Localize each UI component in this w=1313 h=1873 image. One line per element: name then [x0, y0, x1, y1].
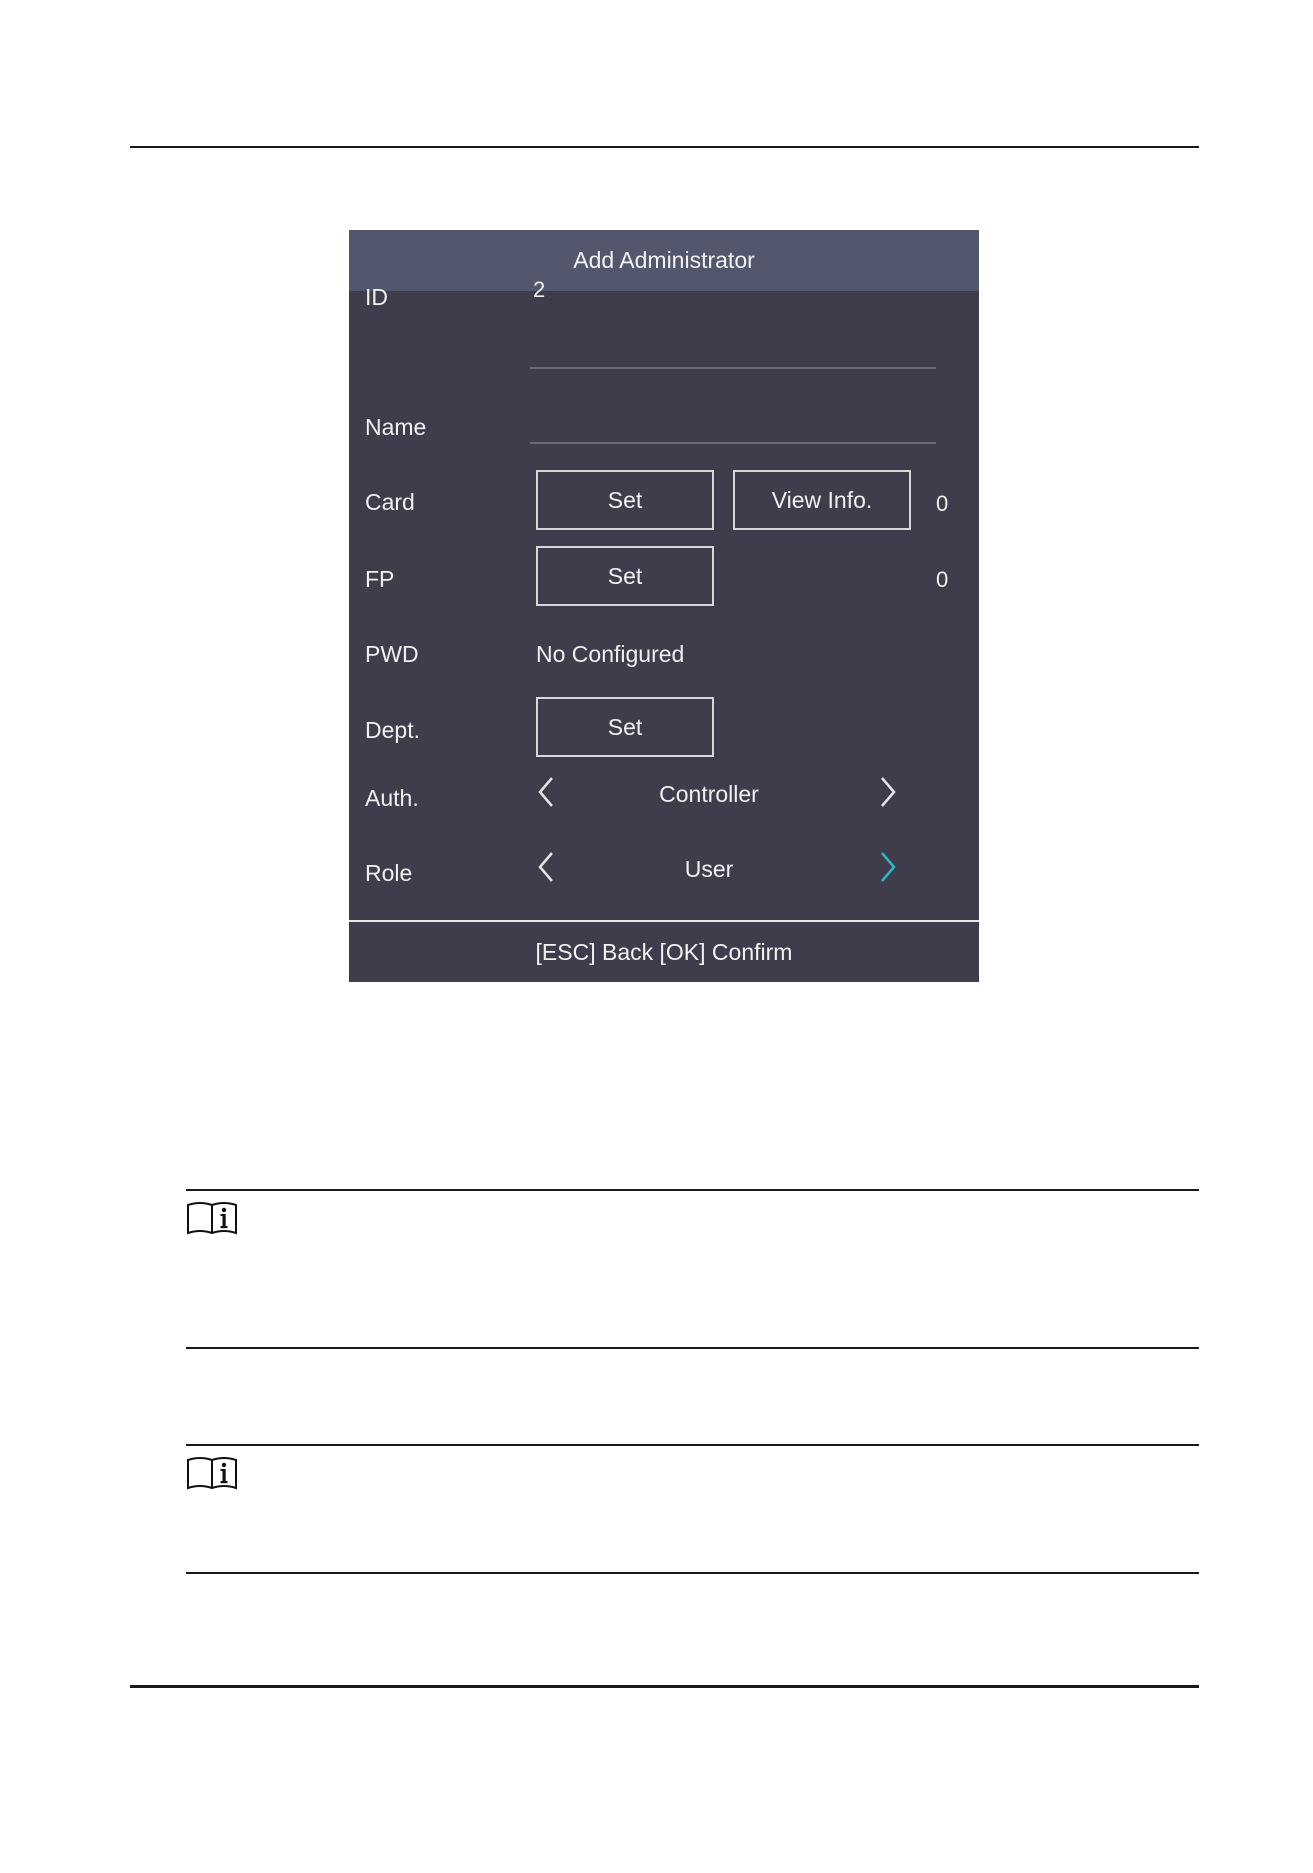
fp-count: 0	[936, 567, 949, 592]
note-top-rule	[186, 1444, 1199, 1446]
device-screen	[349, 230, 979, 982]
note-block	[186, 1189, 1199, 1351]
role-label: Role	[365, 860, 413, 886]
role-value: User	[684, 856, 734, 882]
dept-set-button[interactable]: Set	[536, 697, 714, 757]
fp-set-button[interactable]: Set	[536, 546, 714, 606]
name-label: Name	[365, 414, 427, 440]
pwd-value[interactable]: No Configured	[536, 641, 685, 667]
card-label: Card	[365, 489, 415, 515]
card-set-button[interactable]: Set	[536, 470, 714, 530]
card-count: 0	[936, 491, 949, 516]
id-label: ID	[365, 284, 388, 310]
note-top-rule	[186, 1189, 1199, 1191]
fp-label: FP	[365, 566, 395, 592]
pwd-label: PWD	[365, 641, 419, 667]
info-book-icon	[186, 1199, 238, 1237]
note-block	[186, 1444, 1199, 1574]
footer-rule	[130, 1685, 1199, 1688]
name-field-underline	[530, 442, 936, 444]
auth-next-chevron-icon[interactable]	[877, 775, 899, 809]
note-bottom-rule	[186, 1347, 1199, 1349]
card-view-info-button[interactable]: View Info.	[733, 470, 911, 530]
info-book-icon	[186, 1454, 238, 1492]
dept-label: Dept.	[365, 717, 420, 743]
auth-value: Controller	[659, 781, 759, 807]
role-next-chevron-icon[interactable]	[877, 850, 899, 884]
id-field-underline	[530, 367, 936, 369]
screen-title: Add Administrator	[349, 230, 979, 291]
header-rule	[130, 146, 1199, 148]
id-field[interactable]: 2	[533, 277, 546, 302]
note-bottom-rule	[186, 1572, 1199, 1574]
auth-label: Auth.	[365, 785, 419, 811]
footer-hint: [ESC] Back [OK] Confirm	[535, 938, 793, 965]
